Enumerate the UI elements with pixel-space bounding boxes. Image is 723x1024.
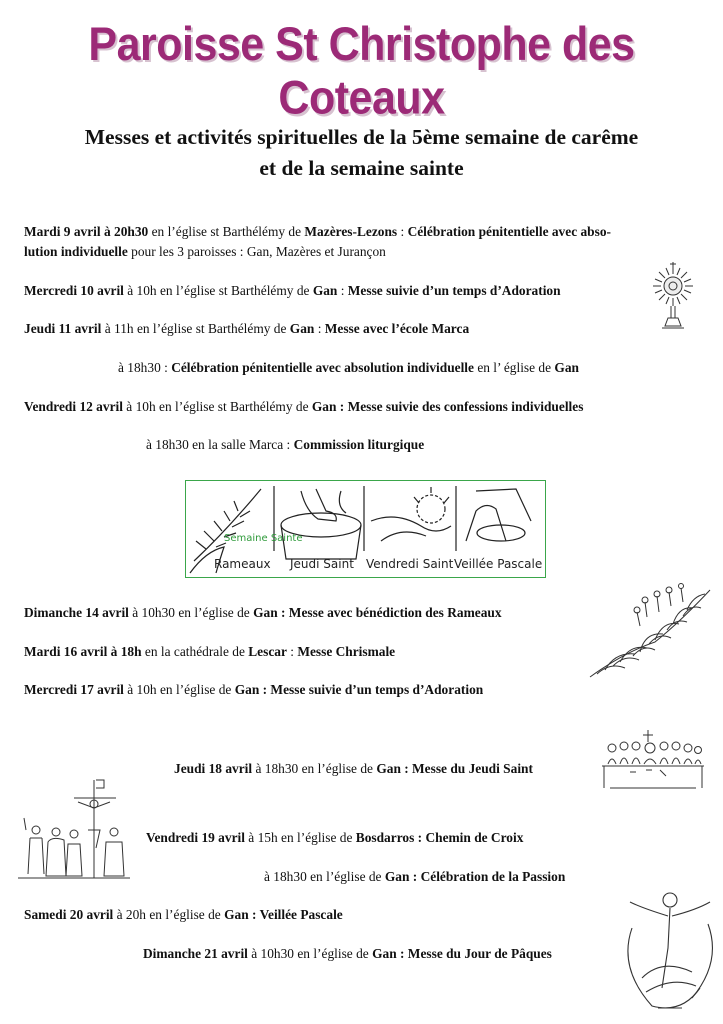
entry-event: : Messe du Jeudi Saint <box>400 761 533 776</box>
entry-place: Gan <box>224 907 249 922</box>
entry-date: Jeudi 11 avril <box>24 321 102 336</box>
entry-date: Mardi 9 avril à 20h30 <box>24 224 149 239</box>
schedule-entry <box>24 603 502 623</box>
entry-detail: à 18h30 : <box>118 360 172 375</box>
entry-date: Dimanche 21 avril <box>143 946 248 961</box>
entry-detail: à 20h en l’église de <box>113 907 225 922</box>
entry-place: Gan <box>376 761 401 776</box>
entry-event: : Chemin de Croix <box>414 830 524 845</box>
entry-detail: à 18h30 en l’église de <box>264 869 385 884</box>
schedule-entry <box>24 222 611 242</box>
entry-date: Vendredi 12 avril <box>24 399 123 414</box>
monstrance-icon <box>650 262 696 336</box>
page-subtitle <box>0 122 723 184</box>
entry-place: Lescar <box>248 644 287 659</box>
caption-vendredi-saint: Vendredi Saint <box>366 557 454 571</box>
entry-detail: à 10h en l’église de <box>123 682 235 697</box>
entry-date: Samedi 20 avril <box>24 907 114 922</box>
entry-detail: à 10h30 en l’église de <box>247 946 373 961</box>
entry-detail: pour les 3 paroisses : Gan, Mazères et Jurançon <box>127 244 386 259</box>
entry-detail: à 18h30 en la salle Marca : <box>146 437 294 452</box>
entry-event: : Célébration de la Passion <box>409 869 566 884</box>
schedule-entry <box>24 905 343 925</box>
entry-place: Gan <box>311 399 337 414</box>
entry-date: Mercredi 10 avril <box>24 283 124 298</box>
entry-detail: à 10h en l’église st Barthélémy de <box>123 283 313 298</box>
entry-place: Mazères-Lezons <box>304 224 398 239</box>
entry-event: Commission liturgique <box>293 437 425 452</box>
entry-detail: à 15h en l’église de <box>244 830 356 845</box>
last-supper-drawing <box>600 728 706 792</box>
entry-event: lution individuelle <box>24 244 128 259</box>
schedule-entry <box>24 397 583 417</box>
entry-date: Mercredi 17 avril <box>24 682 124 697</box>
entry-separator: : <box>314 321 325 336</box>
entry-detail: en l’ église de <box>473 360 555 375</box>
subtitle-line-1: Messes et activités spirituelles de la 5ème semaine de carême <box>84 125 639 149</box>
schedule-entry <box>174 759 533 779</box>
entry-place: Gan <box>312 283 338 298</box>
entry-place: Gan <box>372 946 397 961</box>
entry-date: Jeudi 18 avril <box>174 761 253 776</box>
entry-detail: à 11h en l’église st Barthélémy de <box>101 321 290 336</box>
resurrection-drawing <box>622 888 718 1014</box>
holy-week-banner <box>185 480 546 578</box>
entry-place: Gan <box>384 869 410 884</box>
entry-separator: : <box>286 644 298 659</box>
entry-detail: à 18h30 en l’église de <box>252 761 377 776</box>
entry-separator: : <box>397 224 408 239</box>
entry-place: Gan <box>554 360 579 375</box>
entry-event: : Veillée Pascale <box>248 907 343 922</box>
parish-title: Paroisse St Christophe des Coteaux <box>88 18 635 125</box>
schedule-entry <box>24 319 469 339</box>
entry-event: : Messe avec bénédiction des Rameaux <box>277 605 502 620</box>
entry-date: Mardi 16 avril à 18h <box>24 644 142 659</box>
caption-veillee-pascale: Veillée Pascale <box>454 557 543 571</box>
entry-event: : Messe suivie d’un temps d’Adoration <box>259 682 484 697</box>
schedule-entry <box>118 358 579 378</box>
schedule-entry-continued <box>24 242 386 262</box>
entry-place: Gan <box>253 605 278 620</box>
schedule-entry <box>146 828 523 848</box>
crucifixion-drawing <box>16 778 132 884</box>
schedule-entry <box>24 642 395 662</box>
entry-place: Bosdarros <box>355 830 415 845</box>
schedule-entry <box>264 867 565 887</box>
entry-separator: : <box>337 283 348 298</box>
entry-event: Messe avec l’école Marca <box>324 321 470 336</box>
caption-jeudi-saint: Jeudi Saint <box>290 557 354 571</box>
entry-detail: à 10h30 en l’église de <box>128 605 254 620</box>
schedule-entry <box>143 944 552 964</box>
entry-event: : Messe du Jour de Pâques <box>396 946 552 961</box>
entry-date: Vendredi 19 avril <box>146 830 245 845</box>
entry-detail: en la cathédrale de <box>141 644 249 659</box>
subtitle-line-2: et de la semaine sainte <box>259 156 464 180</box>
banner-header: Semaine Sainte <box>224 533 303 544</box>
entry-event: : Messe suivie des confessions individuelles <box>336 399 584 414</box>
entry-place: Gan <box>289 321 315 336</box>
entry-date: Dimanche 14 avril <box>24 605 129 620</box>
entry-event: Célébration pénitentielle avec absolution individuelle <box>171 360 474 375</box>
schedule-entry <box>24 281 561 301</box>
entry-event: Messe suivie d’un temps d’Adoration <box>347 283 561 298</box>
caption-rameaux: Rameaux <box>214 557 271 571</box>
entry-event: Messe Chrismale <box>297 644 396 659</box>
schedule-entry <box>24 680 483 700</box>
palm-procession-drawing <box>585 582 715 682</box>
entry-detail: en l’église st Barthélémy de <box>148 224 305 239</box>
entry-event: Célébration pénitentielle avec abso- <box>407 224 611 239</box>
schedule-entry <box>146 435 424 455</box>
entry-detail: à 10h en l’église st Barthélémy de <box>122 399 312 414</box>
entry-place: Gan <box>234 682 260 697</box>
